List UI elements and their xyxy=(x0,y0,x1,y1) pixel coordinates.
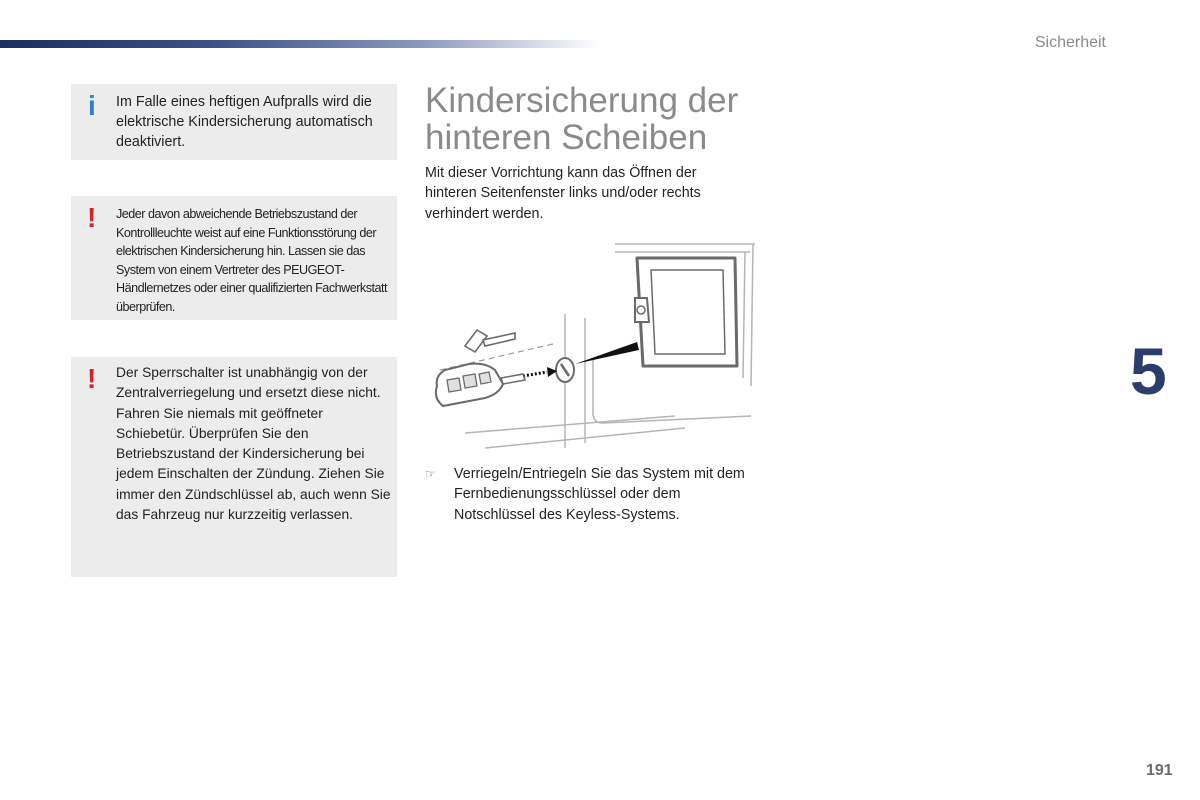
warning-note-box-1 xyxy=(71,196,397,320)
emergency-key-drawing xyxy=(465,330,515,352)
remote-key-fob-drawing xyxy=(436,364,525,406)
info-note-box xyxy=(71,84,397,160)
header-gradient-bar xyxy=(0,40,600,48)
chapter-number: 5 xyxy=(1130,334,1167,408)
lock-slot-drawing xyxy=(556,358,574,382)
page-number: 191 xyxy=(1146,762,1173,779)
rear-window-drawing xyxy=(635,258,737,366)
instruction-text: Verriegeln/Entriegeln Sie das System mit dem Fernbedienungsschlüssel oder dem Notschlüssel des Keyless-Systems. xyxy=(454,466,745,523)
warning-note-text-1: Jeder davon abweichende Betriebszustand der Kontrollleuchte weist auf eine Funktionsstörung der elektrischen Kindersicherung hin. Lassen sie das System von einem Vertreter des PEUGEOT-Händlernetzes oder einer qualifizierten Fachwerkstatt überprüfen. xyxy=(116,207,388,314)
warning-icon: ! xyxy=(87,202,97,233)
section-title: Sicherheit xyxy=(1034,34,1106,51)
warning-note-text-2: Der Sperrschalter ist unabhängig von der Zentralverriegelung und ersetzt diese nicht. Fahren Sie niemals mit geöffneter Schiebetür. Überprüfen Sie den Betriebszustand der Kindersicherung bei jedem Einschalten der Zündung. Ziehen Sie immer den Zündschlüssel ab, auch wenn Sie das Fahrzeug nur kurzzeitig verlassen. xyxy=(116,365,391,523)
warning-icon: ! xyxy=(87,363,97,394)
pointing-hand-icon: ☞ xyxy=(425,467,436,481)
info-note-text: Im Falle eines heftigen Aufpralls wird die elektrische Kindersicherung automatisch deaktiviert. xyxy=(116,94,373,150)
intro-paragraph: Mit dieser Vorrichtung kann das Öffnen der hinteren Seitenfenster links und/oder rechts verhindert werden. xyxy=(425,165,701,222)
warning-note-box-2 xyxy=(71,357,397,577)
page-heading: Kindersicherung der hinteren Scheiben xyxy=(425,81,739,157)
insertion-arrow xyxy=(523,367,557,377)
info-icon: i xyxy=(88,90,96,121)
child-lock-illustration xyxy=(425,238,755,456)
